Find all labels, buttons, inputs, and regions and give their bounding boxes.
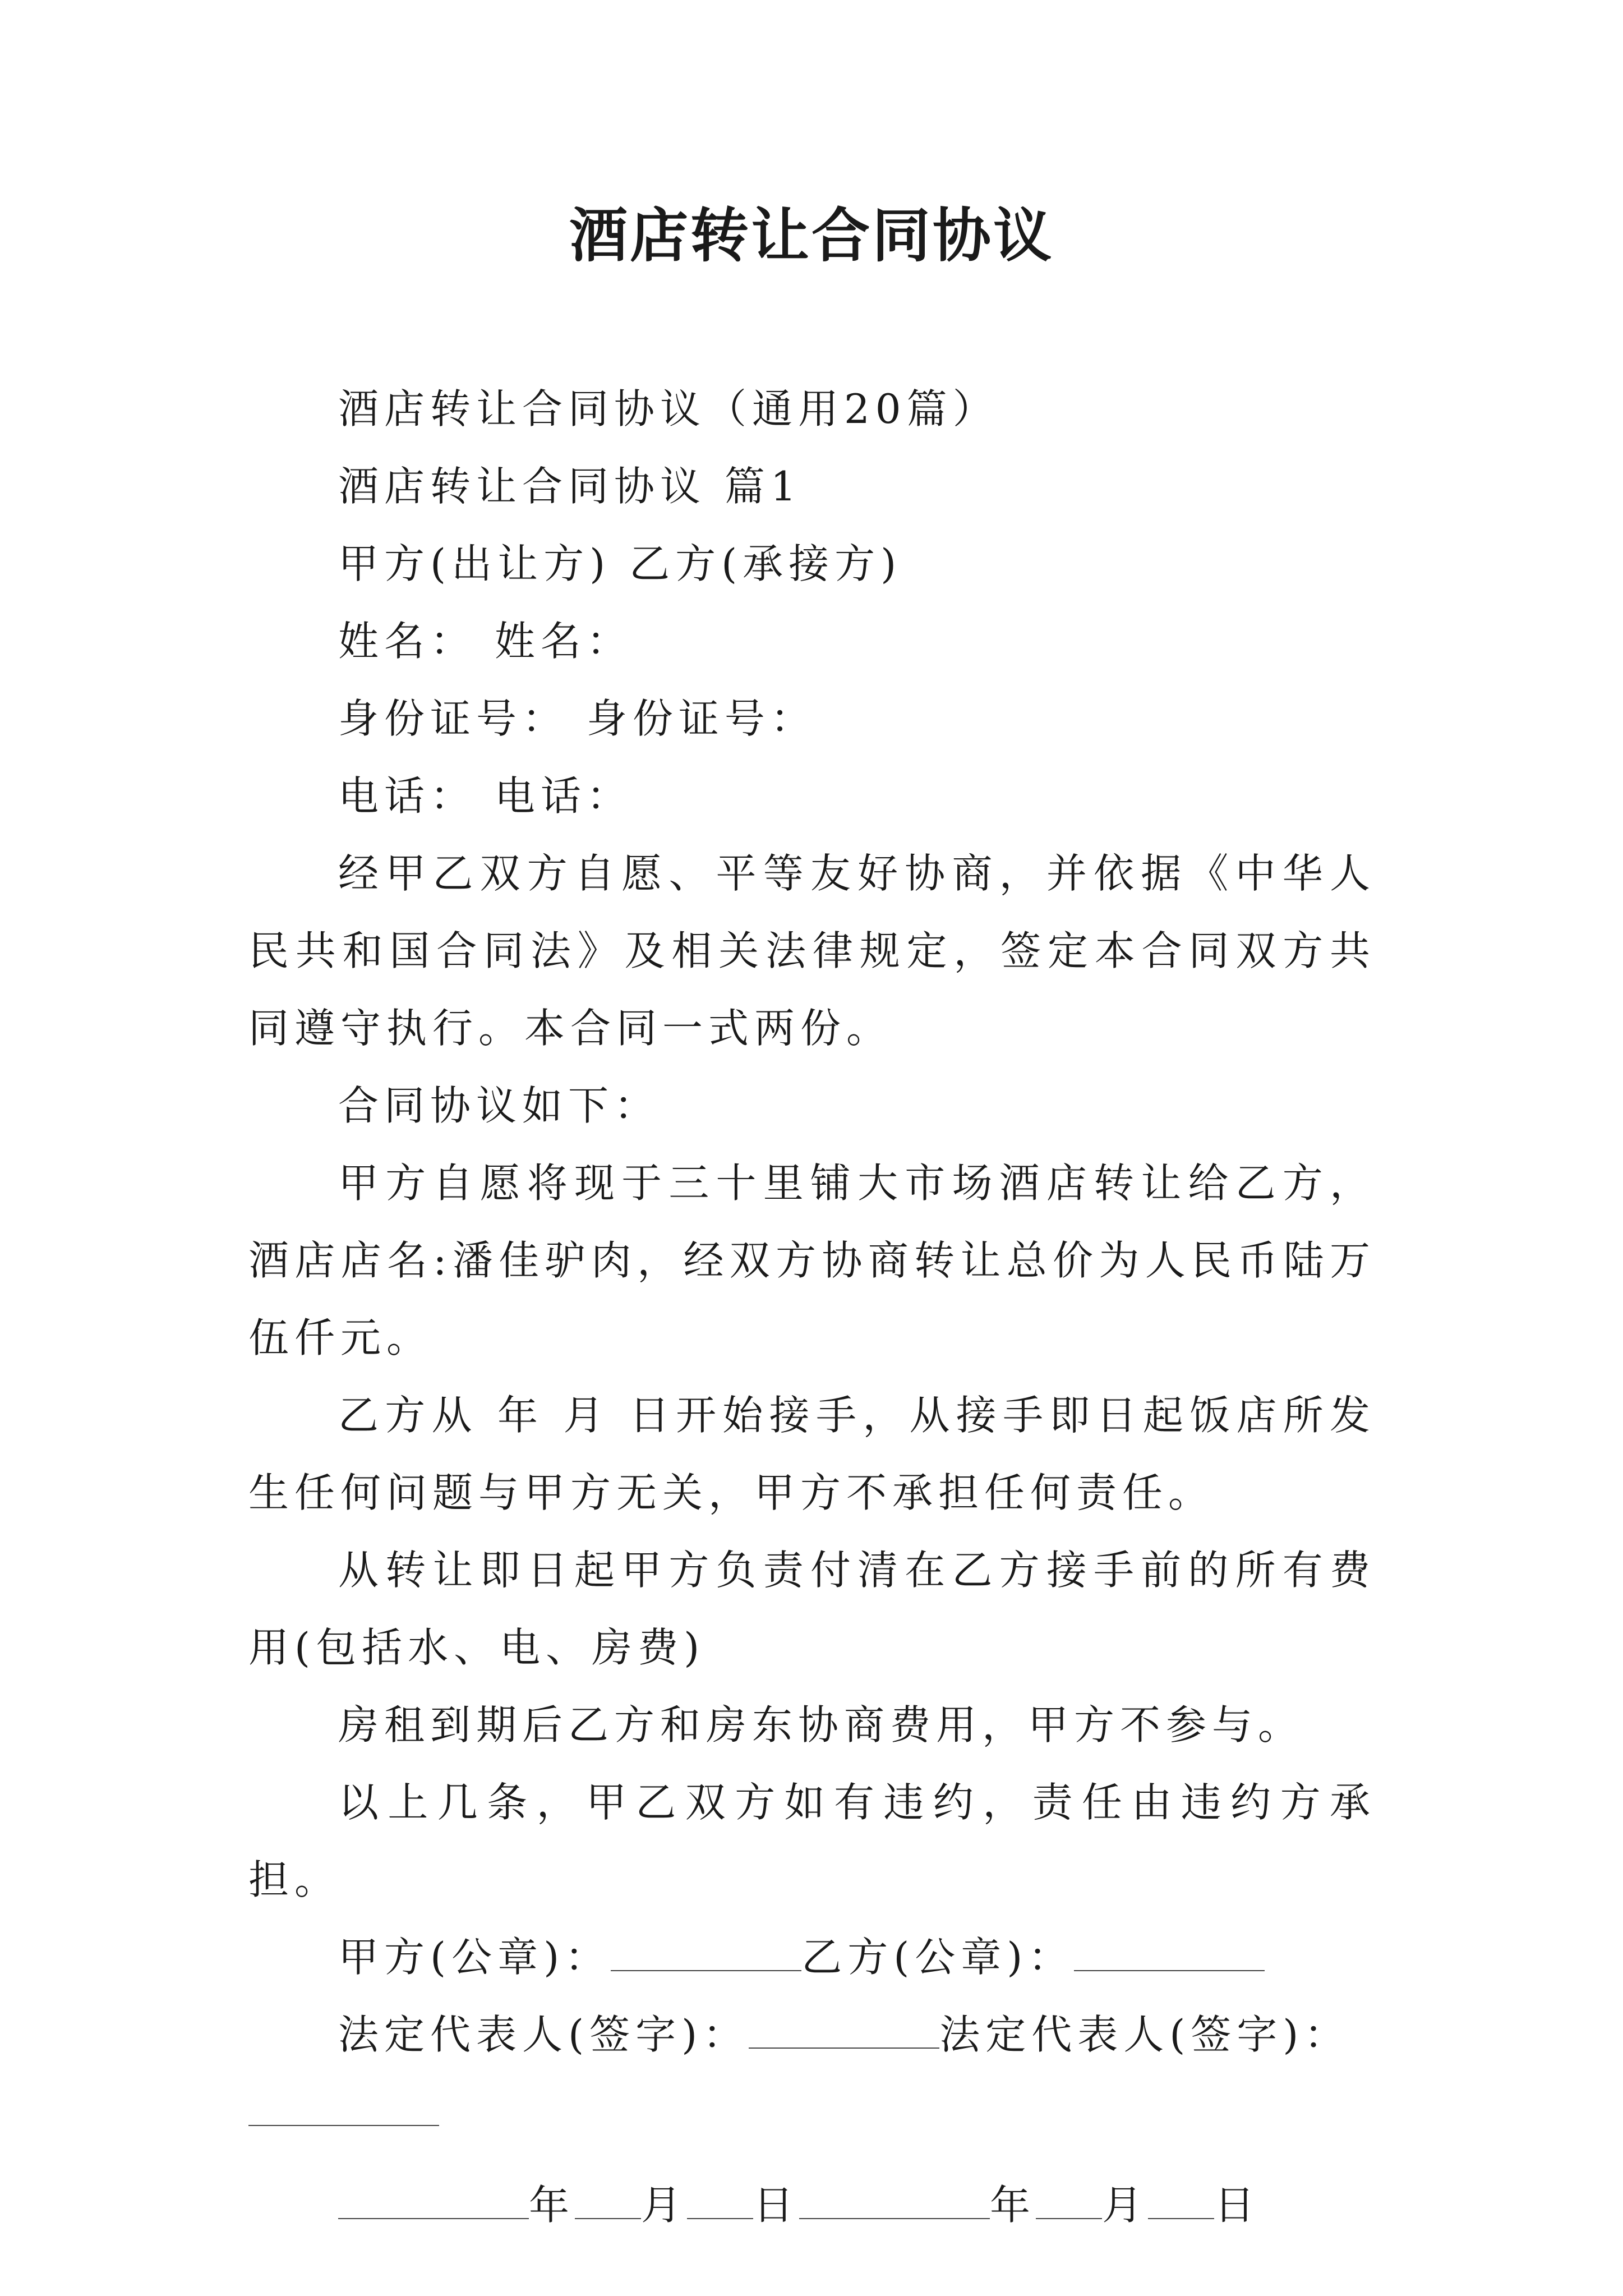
date-b-day-label: 日 bbox=[1214, 2182, 1261, 2229]
date-b-month-label: 月 bbox=[1102, 2182, 1149, 2229]
phone-line: 电话： 电话： bbox=[338, 772, 633, 820]
legal-rep-b-blank bbox=[248, 2086, 439, 2126]
id-number-line: 身份证号： 身份证号： bbox=[338, 695, 817, 742]
party-b-seal-label: 乙方(公章)： bbox=[801, 1934, 1075, 1981]
document-title: 酒店转让合同协议 bbox=[569, 201, 1054, 270]
subtitle-paragraph: 酒店转让合同协议（通用20篇） bbox=[338, 385, 999, 432]
name-line: 姓名： 姓名： bbox=[338, 618, 633, 665]
document-body bbox=[248, 370, 1376, 2244]
intro-paragraph: 经甲乙双方自愿、平等友好协商，并依据《中华人民共和国合同法》及相关法律规定，签定本合同双方共同遵守执行。本合同一式两份。 bbox=[248, 850, 1376, 1052]
clause-breach: 以上几条，甲乙双方如有违约，责任由违约方承担。 bbox=[248, 1779, 1376, 1903]
date-a-month-label: 月 bbox=[641, 2182, 688, 2229]
legal-rep-a-label: 法定代表人(签字)： bbox=[338, 2011, 749, 2058]
date-b-year-blank bbox=[799, 2179, 990, 2219]
seal-row bbox=[248, 1918, 1376, 1996]
party-a-seal-label: 甲方(公章)： bbox=[338, 1934, 611, 1981]
date-a-day-label: 日 bbox=[753, 2182, 800, 2229]
article-heading: 酒店转让合同协议 篇1 bbox=[338, 463, 802, 510]
date-b-year-label: 年 bbox=[990, 2182, 1036, 2229]
date-b-month-blank bbox=[1036, 2179, 1102, 2219]
date-a-year-label: 年 bbox=[529, 2182, 575, 2229]
party-a-seal-blank bbox=[611, 1931, 801, 1971]
party-b-seal-blank bbox=[1074, 1931, 1265, 1971]
date-b-day-blank bbox=[1148, 2179, 1214, 2219]
legal-rep-b-blank-row bbox=[248, 2073, 1376, 2151]
legal-rep-a-blank bbox=[749, 2008, 939, 2049]
date-a-year-blank bbox=[338, 2179, 529, 2219]
date-row bbox=[248, 2166, 1376, 2244]
clause-rent: 房租到期后乙方和房东协商费用，甲方不参与。 bbox=[338, 1701, 1304, 1749]
clause-fees: 从转让即日起甲方负责付清在乙方接手前的所有费用(包括水、电、房费) bbox=[248, 1547, 1376, 1671]
clause-transfer-price: 甲方自愿将现于三十里铺大市场酒店转让给乙方，酒店店名:潘佳驴肉，经双方协商转让总价为人民币陆万伍仟元。 bbox=[248, 1159, 1376, 1361]
legal-rep-row bbox=[248, 1996, 1376, 2073]
agreement-heading: 合同协议如下： bbox=[338, 1082, 661, 1129]
parties-line: 甲方(出让方) 乙方(承接方) bbox=[338, 540, 902, 587]
legal-rep-b-label: 法定代表人(签字)： bbox=[939, 2011, 1350, 2058]
date-a-day-blank bbox=[687, 2179, 753, 2219]
clause-handover: 乙方从 年 月 日开始接手，从接手即日起饭店所发生任何问题与甲方无关，甲方不承担任何责任。 bbox=[248, 1392, 1376, 1516]
date-a-month-blank bbox=[575, 2179, 641, 2219]
